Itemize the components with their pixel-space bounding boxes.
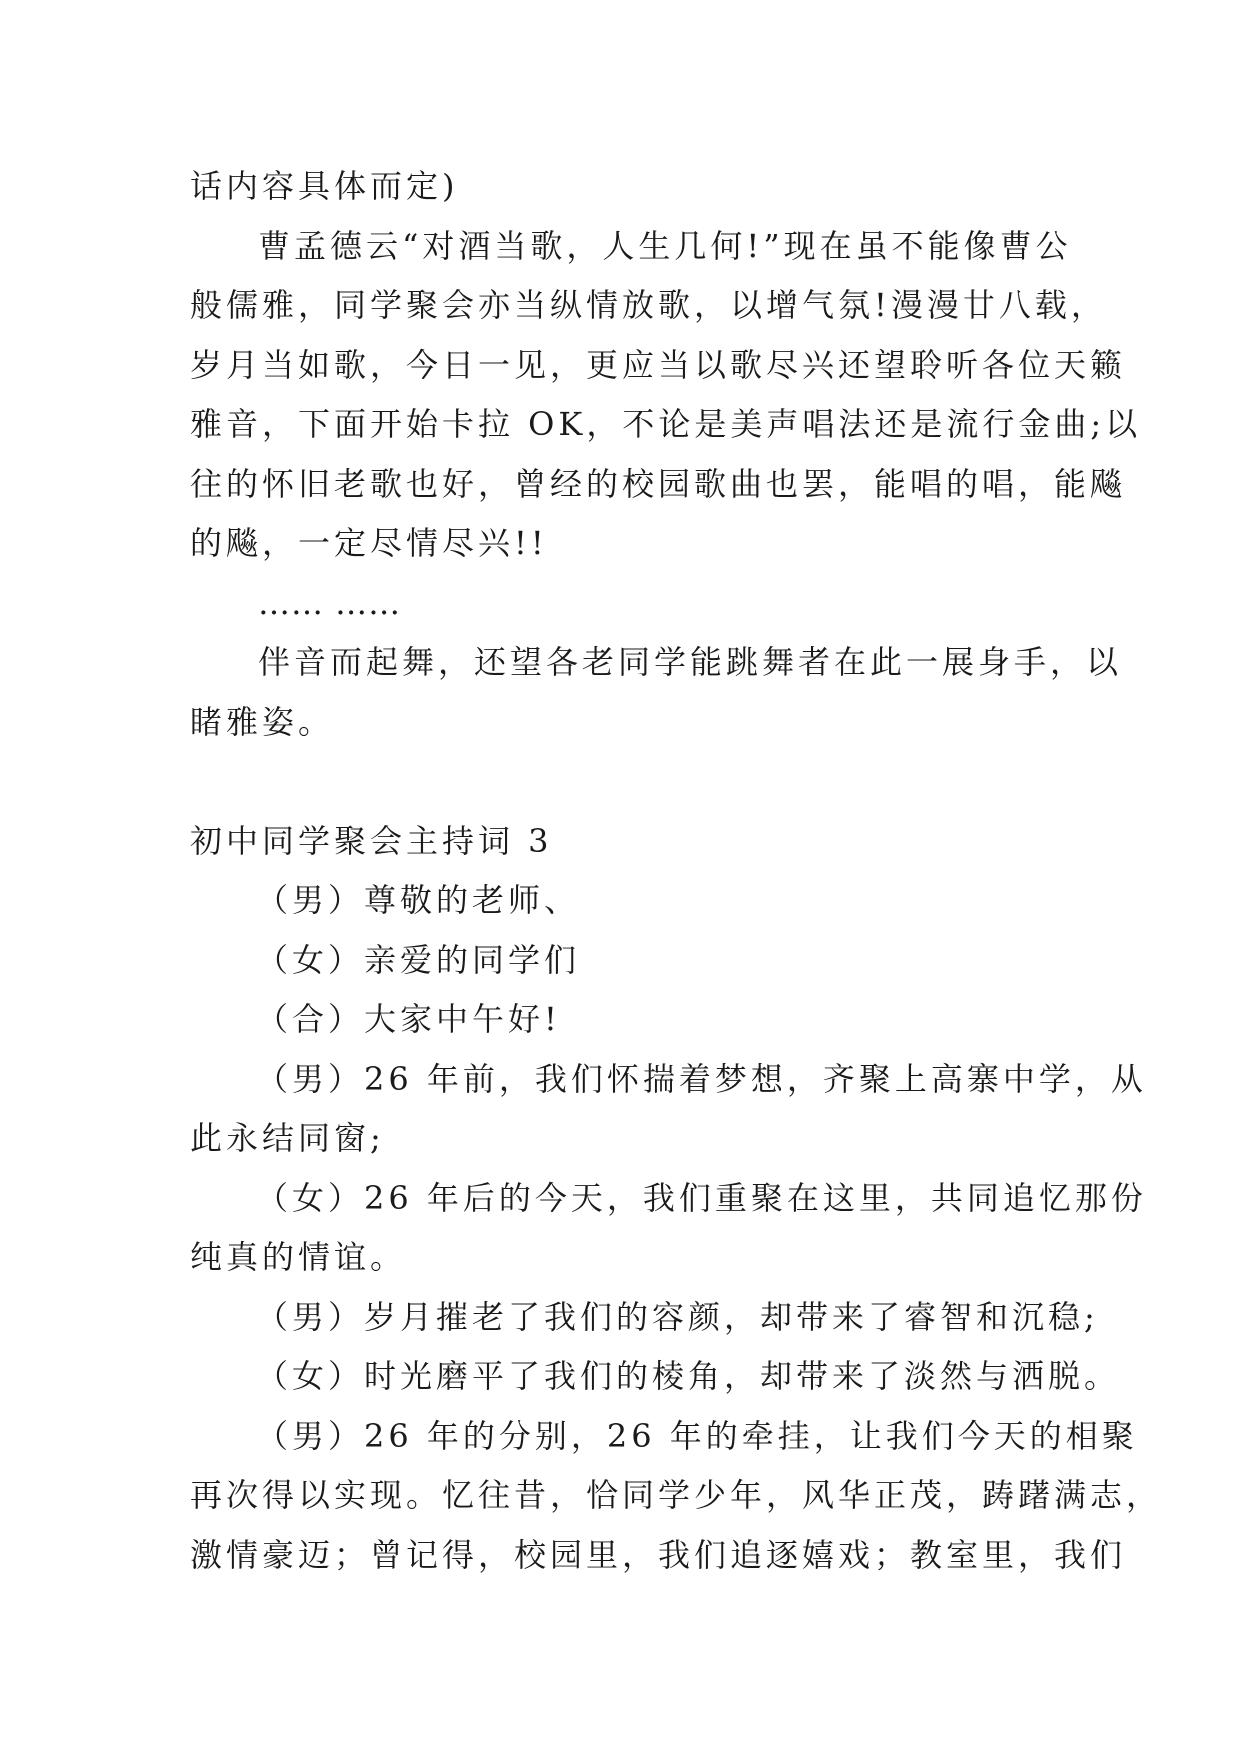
text-line: 岁月当如歌，今日一见，更应当以歌尽兴还望聆听各位天籁 <box>190 345 1127 384</box>
dialogue-line: （女）亲爱的同学们 <box>256 940 581 979</box>
text-line: 般儒雅，同学聚会亦当纵情放歌，以增气氛!漫漫廿八载， <box>190 286 1107 324</box>
text-line: 话内容具体而定) <box>190 167 459 205</box>
text-line: 的飚，一定尽情尽兴!! <box>190 524 548 562</box>
text-line: 激情豪迈；曾记得，校园里，我们追逐嬉戏；教室里，我们 <box>190 1535 1127 1574</box>
text-line: 纯真的情谊。 <box>190 1238 407 1276</box>
paragraph-start: 曹孟德云“对酒当歌，人生几何!”现在虽不能像曹公 <box>258 226 1072 265</box>
text-line: 雅音，下面开始卡拉 OK，不论是美声唱法还是流行金曲;以 <box>190 405 1142 443</box>
dialogue-line: （男）26 年的分别，26 年的牵挂，让我们今天的相聚 <box>256 1416 1138 1455</box>
paragraph-gap <box>190 752 1060 812</box>
dialogue-line: （女）时光磨平了我们的棱角，却带来了淡然与洒脱。 <box>256 1357 1121 1395</box>
text-line: 睹雅姿。 <box>190 702 335 741</box>
document-body <box>190 157 1163 1585</box>
text-line: 往的怀旧老歌也好，曾经的校园歌曲也罢，能唱的唱，能飚 <box>190 464 1127 503</box>
paragraph-start: 伴音而起舞，还望各老同学能跳舞者在此一展身手，以 <box>258 643 1123 681</box>
ellipsis-line: …… …… <box>258 583 402 622</box>
dialogue-line: （男）26 年前，我们怀揣着梦想，齐聚上高寨中学，从 <box>256 1059 1147 1098</box>
dialogue-line: （合）大家中午好! <box>256 1000 561 1038</box>
text-line: 此永结同窗; <box>190 1119 385 1157</box>
dialogue-line: （男）岁月摧老了我们的容颜，却带来了睿智和沉稳; <box>256 1297 1099 1336</box>
section-title: 初中同学聚会主持词 3 <box>190 821 553 860</box>
dialogue-line: （女）26 年后的今天，我们重聚在这里，共同追忆那份 <box>256 1178 1147 1217</box>
text-line: 再次得以实现。忆往昔，恰同学少年，风华正茂，踌躇满志， <box>190 1476 1163 1514</box>
dialogue-line: （男）尊敬的老师、 <box>256 881 581 919</box>
